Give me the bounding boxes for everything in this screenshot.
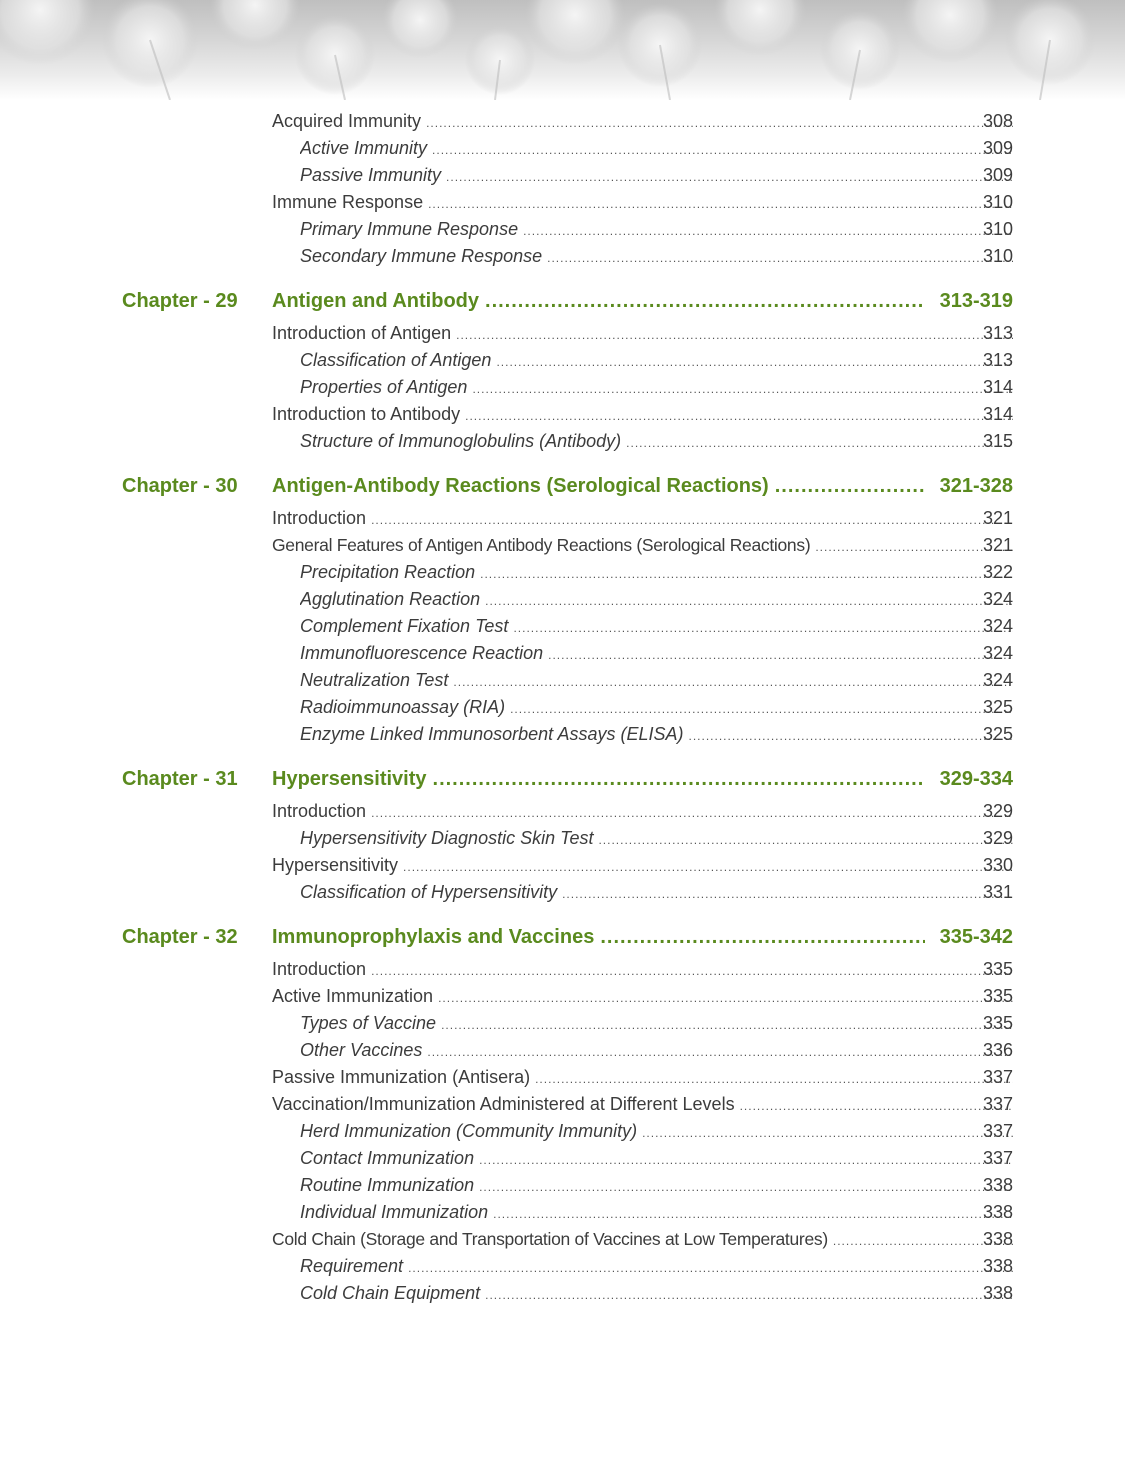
toc-entry[interactable] — [0, 1145, 1125, 1172]
toc-entry-title-wrap — [300, 374, 1013, 403]
dot-leader — [465, 403, 1013, 430]
toc-entry-title-wrap — [300, 216, 1013, 245]
toc-entry-title: Introduction of Antigen — [272, 323, 452, 343]
toc-entry-page: 321 — [982, 535, 1013, 555]
toc-entry[interactable] — [0, 1010, 1125, 1037]
toc-entry-title-wrap — [300, 135, 1013, 164]
toc-entry[interactable] — [0, 162, 1125, 189]
dot-leader — [626, 430, 1013, 457]
toc-entry[interactable] — [0, 667, 1125, 694]
toc-entry-title: Introduction to Antibody — [272, 404, 461, 424]
header-banner — [0, 0, 1125, 100]
toc-entry-title-wrap — [300, 1037, 1013, 1066]
toc-entry-page: 338 — [982, 1202, 1013, 1222]
toc-entry-page: 324 — [982, 616, 1013, 636]
dot-leader — [441, 1012, 1013, 1039]
toc-entry-title: Properties of Antigen — [300, 377, 468, 397]
toc-entry-page: 329 — [982, 801, 1013, 821]
toc-entry[interactable] — [0, 1280, 1125, 1307]
dot-leader — [427, 1039, 1013, 1066]
toc-entry-title-wrap — [272, 320, 1013, 349]
toc-entry-title-wrap — [300, 1199, 1013, 1228]
dot-leader — [453, 669, 1013, 696]
toc-entry-page: 324 — [982, 643, 1013, 663]
toc-entry-title: Introduction — [272, 508, 367, 528]
toc-entry-title: Requirement — [300, 1256, 404, 1276]
toc-entry-page: 330 — [982, 855, 1013, 875]
toc-entry[interactable] — [0, 640, 1125, 667]
toc-entry-page: 308 — [982, 111, 1013, 131]
toc-entry[interactable] — [0, 852, 1125, 879]
toc-entry-title-wrap — [272, 798, 1013, 827]
toc-entry-page: 337 — [982, 1067, 1013, 1087]
toc-entry[interactable] — [0, 798, 1125, 825]
toc-entry[interactable] — [0, 983, 1125, 1010]
toc-entry-page: 338 — [982, 1256, 1013, 1276]
toc-entry[interactable] — [0, 428, 1125, 455]
toc-entry-page: 314 — [982, 377, 1013, 397]
chapter-title: Hypersensitivity — [272, 768, 427, 790]
toc-entry[interactable] — [0, 135, 1125, 162]
toc-entry-title-wrap — [272, 505, 1013, 534]
table-of-contents — [0, 108, 1125, 1307]
toc-entry-page: 314 — [982, 404, 1013, 424]
toc-entry-title: Vaccination/Immunization Administered at Different Levels — [272, 1094, 735, 1114]
toc-entry-page: 313 — [982, 350, 1013, 370]
chapter-label: Chapter - 32 — [122, 926, 238, 948]
toc-entry[interactable] — [0, 189, 1125, 216]
toc-entry[interactable] — [0, 347, 1125, 374]
toc-entry-title: Agglutination Reaction — [300, 589, 481, 609]
dot-leader — [485, 1282, 1013, 1309]
toc-entry-page: 324 — [982, 589, 1013, 609]
dot-leader — [479, 1174, 1013, 1201]
dot-leader — [547, 245, 1013, 272]
dot-leader — [523, 218, 1013, 245]
toc-entry-page: 335 — [982, 959, 1013, 979]
toc-entry[interactable] — [0, 1226, 1125, 1253]
toc-entry-page: 313 — [982, 323, 1013, 343]
toc-entry-title: Passive Immunity — [300, 165, 442, 185]
toc-entry[interactable] — [0, 216, 1125, 243]
toc-entry-title: Individual Immunization — [300, 1202, 489, 1222]
dot-leader — [371, 507, 1013, 534]
chapter-heading[interactable] — [0, 919, 1125, 955]
toc-entry[interactable] — [0, 374, 1125, 401]
toc-entry-title: Primary Immune Response — [300, 219, 519, 239]
toc-entry-page: 337 — [982, 1148, 1013, 1168]
toc-entry-page: 315 — [982, 431, 1013, 451]
dot-leader — [426, 110, 1013, 137]
toc-entry-title-wrap — [272, 983, 1013, 1012]
toc-entry-title-wrap — [272, 956, 1013, 985]
toc-entry-title-wrap — [300, 243, 1013, 272]
toc-entry-title-wrap — [272, 532, 1013, 561]
toc-entry-title-wrap — [300, 1253, 1013, 1282]
toc-entry[interactable] — [0, 1037, 1125, 1064]
toc-entry-title-wrap — [272, 852, 1013, 881]
toc-entry-title-wrap — [300, 825, 1013, 854]
dot-leader — [496, 349, 1013, 376]
toc-entry-title: Precipitation Reaction — [300, 562, 476, 582]
chapter-page-range: 321-328 — [939, 475, 1013, 497]
dot-leader — [480, 561, 1013, 588]
toc-entry-title-wrap — [272, 189, 1013, 218]
toc-entry[interactable] — [0, 956, 1125, 983]
toc-entry-title: Active Immunization — [272, 986, 434, 1006]
toc-entry[interactable] — [0, 694, 1125, 721]
toc-entry-title: Types of Vaccine — [300, 1013, 437, 1033]
toc-entry-title-wrap — [300, 1010, 1013, 1039]
dot-leader — [535, 1066, 1013, 1093]
dot-leader — [446, 164, 1013, 191]
toc-entry-page: 309 — [982, 138, 1013, 158]
toc-entry-title-wrap — [300, 640, 1013, 669]
chapter-heading[interactable] — [0, 761, 1125, 797]
chapter-heading[interactable] — [0, 468, 1125, 504]
toc-entry-page: 325 — [982, 724, 1013, 744]
toc-entry-page: 338 — [982, 1229, 1013, 1249]
toc-entry-page: 329 — [982, 828, 1013, 848]
toc-entry-title: Introduction — [272, 959, 367, 979]
toc-entry[interactable] — [0, 586, 1125, 613]
toc-entry-title-wrap — [300, 613, 1013, 642]
toc-entry-title-wrap — [272, 401, 1013, 430]
toc-entry-title: Cold Chain (Storage and Transportation of Vaccines at Low Temperatures) — [272, 1229, 828, 1249]
toc-entry[interactable] — [0, 721, 1125, 748]
toc-entry[interactable] — [0, 1091, 1125, 1118]
dot-leader — [485, 283, 925, 319]
dot-leader — [485, 588, 1013, 615]
toc-entry[interactable] — [0, 559, 1125, 586]
toc-entry-title-wrap — [300, 1172, 1013, 1201]
toc-entry-title-wrap — [300, 721, 1013, 750]
dot-leader — [371, 958, 1013, 985]
toc-entry-title: Enzyme Linked Immunosorbent Assays (ELISA) — [300, 724, 684, 744]
toc-entry-title-wrap — [300, 1145, 1013, 1174]
toc-entry[interactable] — [0, 613, 1125, 640]
toc-entry-title-wrap — [300, 559, 1013, 588]
toc-entry-page: 321 — [982, 508, 1013, 528]
toc-entry-title-wrap — [300, 347, 1013, 376]
chapter-label: Chapter - 31 — [122, 768, 238, 790]
dot-leader — [428, 191, 1013, 218]
chapter-title: Immunoprophylaxis and Vaccines — [272, 926, 595, 948]
chapter-page-range: 313-319 — [939, 290, 1013, 312]
dot-leader — [432, 137, 1013, 164]
toc-entry-page: 337 — [982, 1094, 1013, 1114]
dot-leader — [472, 376, 1013, 403]
chapter-label: Chapter - 30 — [122, 475, 238, 497]
toc-entry-page: 309 — [982, 165, 1013, 185]
chapter-title-wrap — [272, 919, 925, 955]
toc-entry-page: 325 — [982, 697, 1013, 717]
chapter-title: Antigen and Antibody — [272, 290, 480, 312]
toc-entry[interactable] — [0, 1118, 1125, 1145]
dot-leader — [408, 1255, 1013, 1282]
toc-entry-title: Classification of Antigen — [300, 350, 492, 370]
toc-entry-title: Active Immunity — [300, 138, 428, 158]
chapter-page-range: 329-334 — [939, 768, 1013, 790]
dot-leader — [598, 827, 1013, 854]
toc-entry-title: Other Vaccines — [300, 1040, 423, 1060]
chapter-title-wrap — [272, 283, 925, 319]
dot-leader — [433, 761, 925, 797]
dot-leader — [775, 468, 925, 504]
toc-entry-title-wrap — [300, 879, 1013, 908]
bacteria-cluster-image — [0, 0, 1125, 100]
dot-leader — [403, 854, 1013, 881]
toc-entry-title-wrap — [300, 162, 1013, 191]
toc-entry-title: Passive Immunization (Antisera) — [272, 1067, 531, 1087]
toc-entry-page: 338 — [982, 1175, 1013, 1195]
toc-entry[interactable] — [0, 320, 1125, 347]
dot-leader — [740, 1093, 1013, 1120]
chapter-heading[interactable] — [0, 283, 1125, 319]
toc-entry-title: Complement Fixation Test — [300, 616, 509, 636]
dot-leader — [600, 919, 925, 955]
dot-leader — [513, 615, 1013, 642]
toc-entry-page: 336 — [982, 1040, 1013, 1060]
chapter-title-wrap — [272, 468, 925, 504]
toc-entry-page: 331 — [982, 882, 1013, 902]
toc-entry-title: Neutralization Test — [300, 670, 449, 690]
dot-leader — [562, 881, 1013, 908]
toc-entry-title: Routine Immunization — [300, 1175, 475, 1195]
toc-entry[interactable] — [0, 825, 1125, 852]
toc-entry-title-wrap — [272, 1091, 1013, 1120]
dot-leader — [510, 696, 1013, 723]
toc-entry-title-wrap — [300, 1118, 1013, 1147]
toc-entry-title: General Features of Antigen Antibody Reactions (Serological Reactions) — [272, 535, 811, 555]
toc-entry[interactable] — [0, 879, 1125, 906]
chapter-page-range: 335-342 — [939, 926, 1013, 948]
toc-entry-title-wrap — [272, 1226, 1013, 1255]
toc-entry-title: Hypersensitivity — [272, 855, 399, 875]
dot-leader — [548, 642, 1013, 669]
toc-entry-title-wrap — [300, 1280, 1013, 1309]
toc-entry-title: Introduction — [272, 801, 367, 821]
toc-entry-title-wrap — [300, 586, 1013, 615]
toc-entry[interactable] — [0, 1064, 1125, 1091]
toc-entry-page: 310 — [982, 219, 1013, 239]
toc-entry-page: 335 — [982, 1013, 1013, 1033]
toc-entry-title: Immune Response — [272, 192, 424, 212]
toc-entry[interactable] — [0, 401, 1125, 428]
toc-entry-page: 310 — [982, 246, 1013, 266]
toc-entry-title: Classification of Hypersensitivity — [300, 882, 558, 902]
dot-leader — [371, 800, 1013, 827]
toc-entry-title: Herd Immunization (Community Immunity) — [300, 1121, 638, 1141]
toc-entry[interactable] — [0, 1199, 1125, 1226]
dot-leader — [456, 322, 1013, 349]
toc-entry-title: Acquired Immunity — [272, 111, 422, 131]
toc-entry[interactable] — [0, 532, 1125, 559]
toc-entry-title-wrap — [300, 667, 1013, 696]
toc-entry-page: 338 — [982, 1283, 1013, 1303]
toc-entry-title: Immunofluorescence Reaction — [300, 643, 544, 663]
toc-entry[interactable] — [0, 108, 1125, 135]
toc-entry-title: Hypersensitivity Diagnostic Skin Test — [300, 828, 594, 848]
dot-leader — [689, 723, 1014, 750]
toc-entry-page: 310 — [982, 192, 1013, 212]
toc-entry[interactable] — [0, 505, 1125, 532]
toc-entry-title-wrap — [300, 694, 1013, 723]
dot-leader — [479, 1147, 1013, 1174]
toc-entry-page: 322 — [982, 562, 1013, 582]
dot-leader — [438, 985, 1013, 1012]
toc-entry[interactable] — [0, 1172, 1125, 1199]
chapter-label: Chapter - 29 — [122, 290, 238, 312]
toc-entry-page: 324 — [982, 670, 1013, 690]
toc-entry-title: Structure of Immunoglobulins (Antibody) — [300, 431, 622, 451]
toc-entry-title: Contact Immunization — [300, 1148, 475, 1168]
dot-leader — [642, 1120, 1013, 1147]
toc-entry-title: Secondary Immune Response — [300, 246, 543, 266]
toc-entry-title-wrap — [300, 428, 1013, 457]
toc-entry-title: Cold Chain Equipment — [300, 1283, 481, 1303]
toc-entry-title-wrap — [272, 108, 1013, 137]
toc-entry-page: 335 — [982, 986, 1013, 1006]
chapter-title: Antigen-Antibody Reactions (Serological Reactions) — [272, 475, 769, 497]
toc-entry[interactable] — [0, 243, 1125, 270]
chapter-title-wrap — [272, 761, 925, 797]
toc-entry[interactable] — [0, 1253, 1125, 1280]
toc-entry-page: 337 — [982, 1121, 1013, 1141]
toc-entry-title: Radioimmunoassay (RIA) — [300, 697, 506, 717]
toc-entry-title-wrap — [272, 1064, 1013, 1093]
dot-leader — [493, 1201, 1013, 1228]
